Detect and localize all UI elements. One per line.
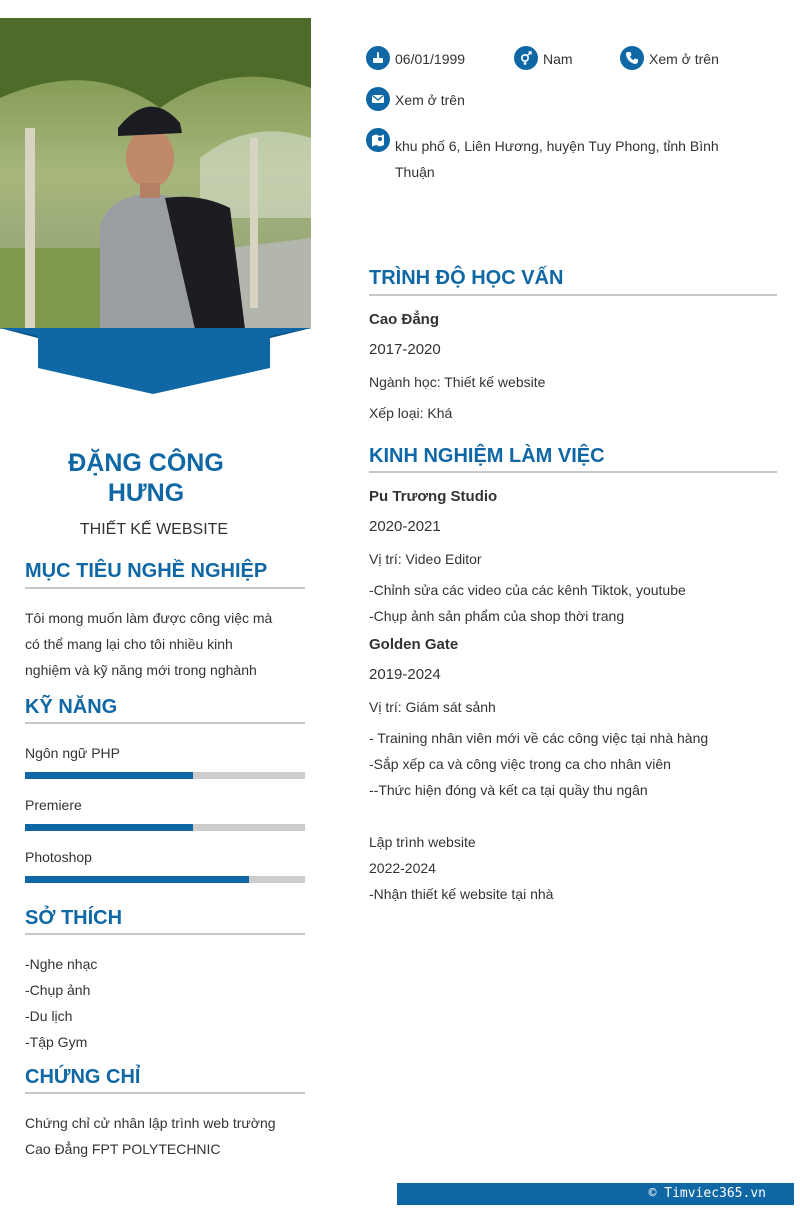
- job-years: 2020-2021: [369, 518, 441, 535]
- certificates-heading: CHỨNG CHỈ: [25, 1066, 141, 1088]
- gender-value: Nam: [543, 51, 573, 67]
- objective-line: nghiệm và kỹ năng mới trong nghành: [25, 662, 257, 678]
- footer-link[interactable]: © Timviec365.vn: [648, 1186, 766, 1201]
- footer-bar: [397, 1183, 794, 1205]
- certificate-line: Chứng chỉ cử nhân lập trình web trường: [25, 1115, 276, 1131]
- hobbies-divider: [25, 933, 305, 935]
- hobby-item: -Tập Gym: [25, 1034, 88, 1050]
- phone-value: Xem ở trên: [649, 51, 719, 67]
- education-school: Cao Đẳng: [369, 311, 440, 328]
- skill-label: Photoshop: [25, 849, 92, 865]
- job-company: Pu Trương Studio: [369, 488, 498, 505]
- phone-icon: [620, 46, 644, 70]
- skills-divider: [25, 722, 305, 724]
- address-line: khu phố 6, Liên Hương, huyện Tuy Phong, tỉnh Bình: [395, 138, 719, 154]
- job-position: Vị trí: Video Editor: [369, 551, 482, 567]
- objective-divider: [25, 587, 305, 589]
- objective-line: Tôi mong muốn làm được công việc mà: [25, 610, 273, 626]
- education-major: Ngành học: Thiết kế website: [369, 374, 546, 390]
- education-heading: TRÌNH ĐỘ HỌC VẤN: [369, 267, 564, 289]
- cake-icon: [366, 46, 390, 70]
- job-task: - Training nhân viên mới về các công việc tại nhà hàng: [369, 730, 709, 746]
- hobbies-list: [25, 951, 97, 1055]
- job-task: -Sắp xếp ca và công việc trong ca cho nhân viên: [369, 756, 671, 772]
- skill-bar: [25, 824, 305, 831]
- objective-heading: MỤC TIÊU NGHỀ NGHIỆP: [25, 560, 268, 582]
- hobbies-heading: SỞ THÍCH: [25, 907, 123, 929]
- email-icon: [366, 87, 390, 111]
- address-value: [395, 133, 735, 185]
- skill-bar-fill: [25, 824, 193, 831]
- profile-name: ĐẶNG CÔNG HƯNG: [68, 449, 224, 507]
- job-task: -Chụp ảnh sản phẩm của shop thời trang: [369, 608, 625, 624]
- job-task: --Thức hiện đóng và kết ca tại quầy thu ngân: [369, 782, 648, 798]
- profile-title: THIẾT KẾ WEBSITE: [79, 521, 229, 538]
- gender-icon: [514, 46, 538, 70]
- profile-photo-image: [0, 18, 311, 329]
- certificates-divider: [25, 1092, 305, 1094]
- skill-bar: [25, 772, 305, 779]
- skill-bar: [25, 876, 305, 883]
- skill-bar-fill: [25, 772, 193, 779]
- hobby-item: -Nghe nhạc: [25, 956, 98, 972]
- job-task: -Chỉnh sửa các video của các kênh Tiktok, youtube: [369, 582, 686, 598]
- hobby-item: -Du lịch: [25, 1008, 73, 1024]
- skill-bar-fill: [25, 876, 249, 883]
- map-pin-icon: [366, 128, 390, 152]
- education-divider: [369, 294, 777, 296]
- education-years: 2017-2020: [369, 341, 441, 358]
- objective-line: có thể mang lại cho tôi nhiều kinh: [25, 636, 233, 652]
- job-position: Vị trí: Giám sát sảnh: [369, 699, 496, 715]
- skill-label: Ngôn ngữ PHP: [25, 745, 120, 761]
- photo-ribbon: [0, 328, 311, 396]
- skills-heading: KỸ NĂNG: [25, 696, 118, 718]
- extra-line: 2022-2024: [369, 860, 436, 876]
- hobby-item: -Chụp ảnh: [25, 982, 91, 998]
- job-years: 2019-2024: [369, 666, 441, 683]
- job-company: Golden Gate: [369, 636, 459, 653]
- experience-divider: [369, 471, 777, 473]
- extra-line: Lập trình website: [369, 834, 476, 850]
- skill-label: Premiere: [25, 797, 82, 813]
- email-value: Xem ở trên: [395, 92, 465, 108]
- certificates-text: [25, 1110, 276, 1162]
- certificate-line: Cao Đẳng FPT POLYTECHNIC: [25, 1141, 221, 1157]
- address-line: Thuận: [395, 164, 435, 180]
- extra-line: -Nhận thiết kế website tại nhà: [369, 886, 554, 902]
- profile-photo: [0, 18, 311, 329]
- education-grade: Xếp loại: Khá: [369, 405, 453, 421]
- birthday-value: 06/01/1999: [395, 51, 466, 67]
- objective-text: [25, 605, 277, 683]
- experience-heading: KINH NGHIỆM LÀM VIỆC: [369, 445, 605, 467]
